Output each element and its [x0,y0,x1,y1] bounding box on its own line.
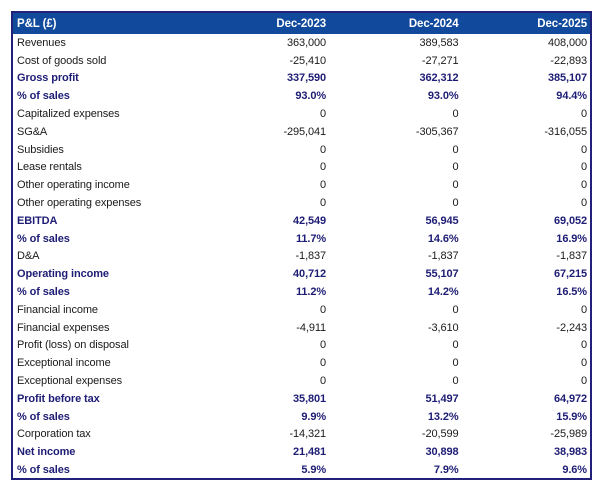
cell-value: 363,000 [199,34,329,52]
row-label: Other operating income [12,176,199,194]
cell-value: 408,000 [462,34,591,52]
cell-value: -305,367 [329,123,461,141]
row-label: Exceptional income [12,354,199,372]
cell-value: 0 [199,176,329,194]
table-row [12,443,591,461]
table-row [12,123,591,141]
cell-value: -1,837 [462,248,591,266]
cell-value: 14.2% [329,283,461,301]
cell-value: -295,041 [199,123,329,141]
table-row [12,283,591,301]
table-row [12,408,591,426]
cell-value: 93.0% [199,87,329,105]
cell-value: -25,410 [199,52,329,70]
cell-value: 11.7% [199,230,329,248]
table-row [12,301,591,319]
header-col-dec-2023: Dec-2023 [199,12,329,34]
cell-value: 13.2% [329,408,461,426]
cell-value: 0 [199,301,329,319]
cell-value: 94.4% [462,87,591,105]
cell-value: -316,055 [462,123,591,141]
pnl-table-body [12,34,591,479]
cell-value: 35,801 [199,390,329,408]
cell-value: 56,945 [329,212,461,230]
table-row [12,176,591,194]
header-col-dec-2024: Dec-2024 [329,12,461,34]
header-pnl-label: P&L (£) [12,12,199,34]
header-row [12,12,591,34]
row-label: Profit (loss) on disposal [12,337,199,355]
cell-value: 0 [199,105,329,123]
cell-value: 385,107 [462,70,591,88]
table-row [12,34,591,52]
table-row [12,212,591,230]
row-label: SG&A [12,123,199,141]
cell-value: -22,893 [462,52,591,70]
cell-value: -27,271 [329,52,461,70]
cell-value: 21,481 [199,443,329,461]
cell-value: 0 [329,194,461,212]
cell-value: -4,911 [199,319,329,337]
cell-value: 30,898 [329,443,461,461]
cell-value: 0 [462,141,591,159]
table-row [12,230,591,248]
cell-value: 0 [199,194,329,212]
cell-value: 0 [199,159,329,177]
cell-value: 337,590 [199,70,329,88]
cell-value: 0 [462,176,591,194]
row-label: % of sales [12,230,199,248]
row-label: EBITDA [12,212,199,230]
cell-value: 389,583 [329,34,461,52]
row-label: Other operating expenses [12,194,199,212]
row-label: % of sales [12,87,199,105]
table-row [12,319,591,337]
cell-value: 64,972 [462,390,591,408]
table-row [12,248,591,266]
table-row [12,390,591,408]
cell-value: 9.6% [462,461,591,479]
cell-value: 0 [329,141,461,159]
row-label: Financial income [12,301,199,319]
cell-value: 0 [199,354,329,372]
cell-value: -3,610 [329,319,461,337]
row-label: Net income [12,443,199,461]
cell-value: 15.9% [462,408,591,426]
table-row [12,105,591,123]
table-row [12,354,591,372]
row-label: Operating income [12,265,199,283]
cell-value: 40,712 [199,265,329,283]
table-row [12,159,591,177]
row-label: D&A [12,248,199,266]
cell-value: 0 [329,159,461,177]
cell-value: 0 [329,105,461,123]
cell-value: 0 [462,159,591,177]
cell-value: 16.5% [462,283,591,301]
cell-value: 0 [462,337,591,355]
row-label: Profit before tax [12,390,199,408]
cell-value: 0 [199,141,329,159]
table-row [12,87,591,105]
cell-value: 51,497 [329,390,461,408]
cell-value: 38,983 [462,443,591,461]
row-label: Financial expenses [12,319,199,337]
pnl-table-header [12,12,591,34]
cell-value: 0 [199,337,329,355]
cell-value: 69,052 [462,212,591,230]
header-col-dec-2025: Dec-2025 [462,12,591,34]
table-row [12,70,591,88]
row-label: Exceptional expenses [12,372,199,390]
pnl-table [11,11,592,480]
cell-value: 0 [329,176,461,194]
cell-value: 5.9% [199,461,329,479]
cell-value: 0 [199,372,329,390]
cell-value: 0 [329,337,461,355]
cell-value: 14.6% [329,230,461,248]
cell-value: 0 [462,301,591,319]
cell-value: 0 [329,354,461,372]
cell-value: 0 [329,301,461,319]
cell-value: 0 [329,372,461,390]
table-row [12,426,591,444]
row-label: % of sales [12,408,199,426]
table-row [12,265,591,283]
cell-value: -1,837 [199,248,329,266]
row-label: Cost of goods sold [12,52,199,70]
row-label: % of sales [12,283,199,301]
cell-value: 0 [462,194,591,212]
table-row [12,52,591,70]
row-label: % of sales [12,461,199,479]
table-row [12,194,591,212]
row-label: Gross profit [12,70,199,88]
cell-value: 67,215 [462,265,591,283]
row-label: Corporation tax [12,426,199,444]
cell-value: -20,599 [329,426,461,444]
table-row [12,372,591,390]
row-label: Subsidies [12,141,199,159]
cell-value: -25,989 [462,426,591,444]
row-label: Revenues [12,34,199,52]
cell-value: -1,837 [329,248,461,266]
row-label: Capitalized expenses [12,105,199,123]
cell-value: 55,107 [329,265,461,283]
row-label: Lease rentals [12,159,199,177]
cell-value: 9.9% [199,408,329,426]
cell-value: 93.0% [329,87,461,105]
cell-value: -2,243 [462,319,591,337]
cell-value: -14,321 [199,426,329,444]
table-row [12,141,591,159]
cell-value: 0 [462,372,591,390]
cell-value: 11.2% [199,283,329,301]
table-row [12,337,591,355]
cell-value: 0 [462,105,591,123]
cell-value: 42,549 [199,212,329,230]
table-row [12,461,591,479]
cell-value: 16.9% [462,230,591,248]
cell-value: 0 [462,354,591,372]
cell-value: 7.9% [329,461,461,479]
cell-value: 362,312 [329,70,461,88]
